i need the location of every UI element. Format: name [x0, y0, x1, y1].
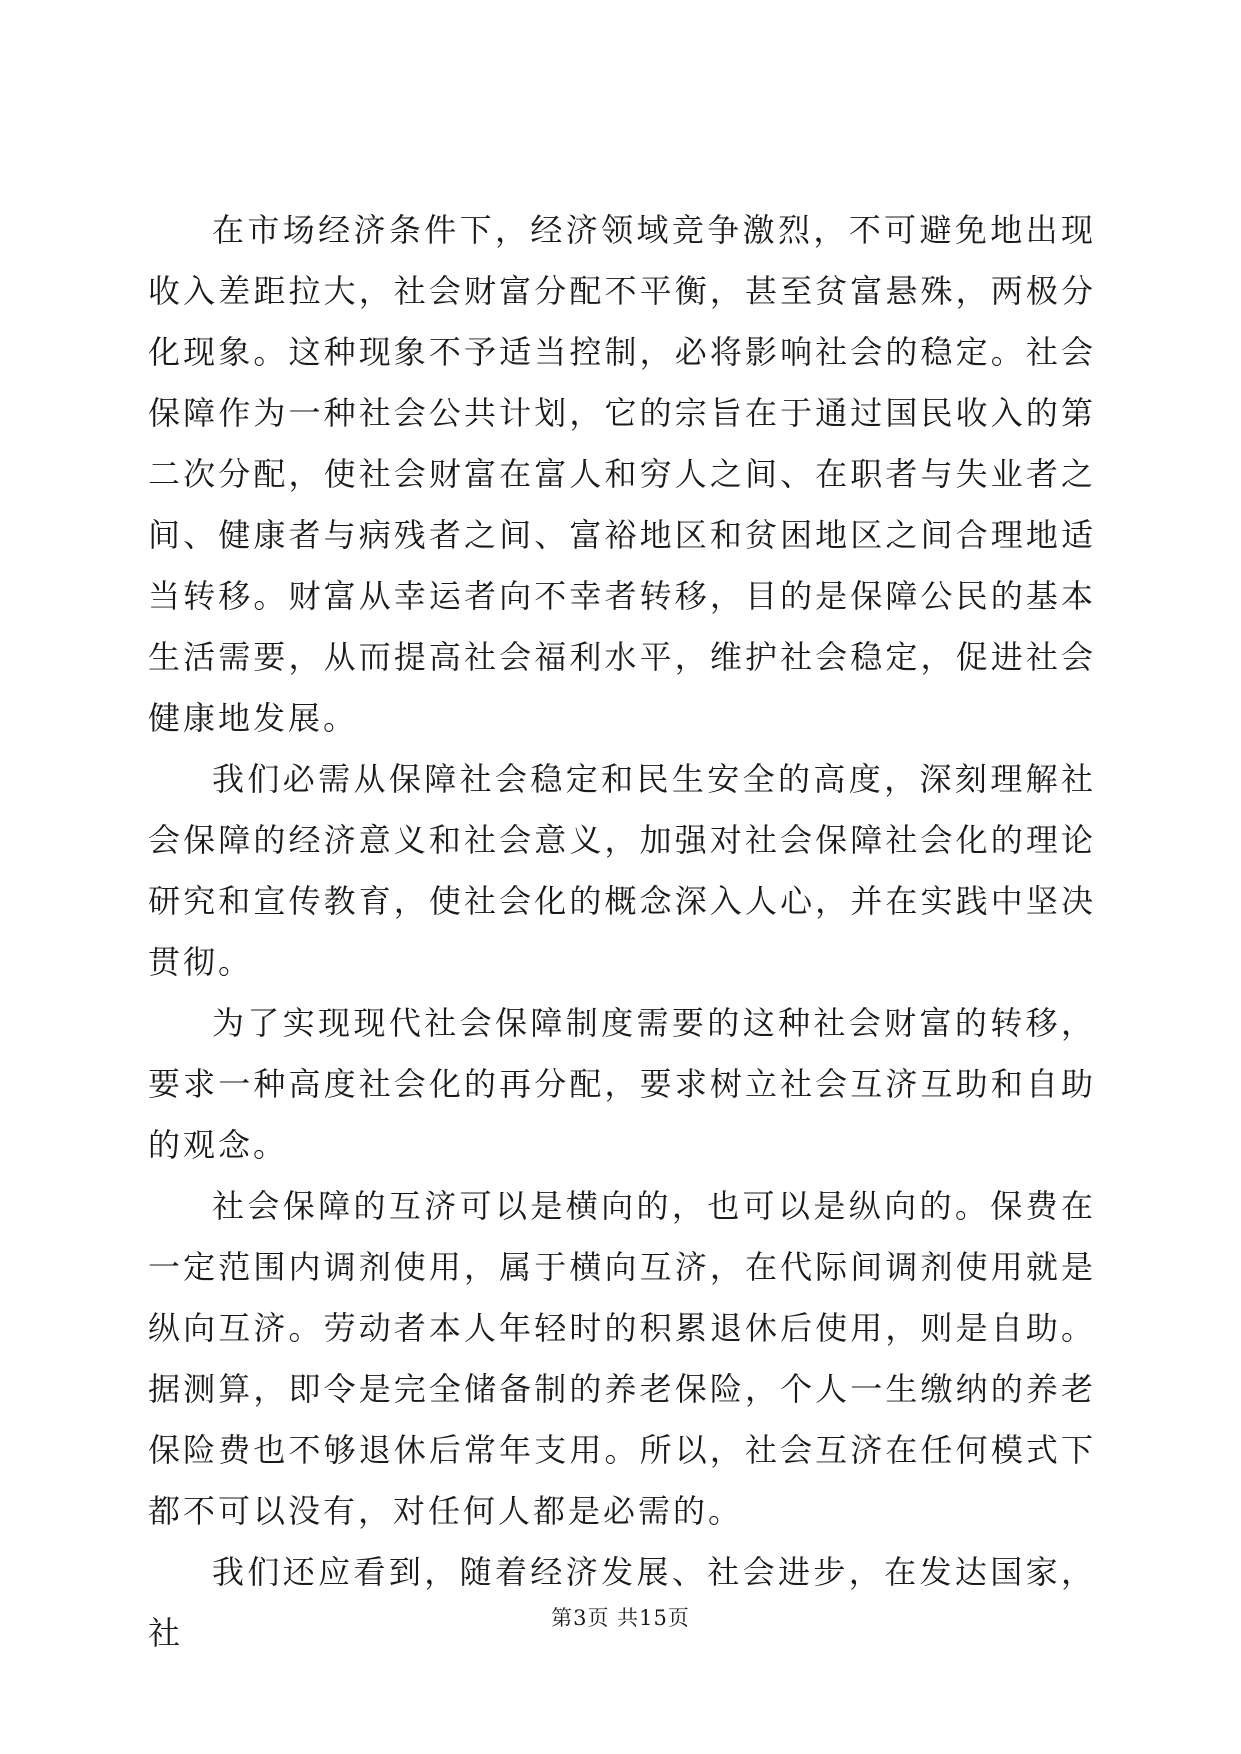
paragraph-4: 社会保障的互济可以是横向的，也可以是纵向的。保费在一定范围内调剂使用，属于横向互济，在代际间调剂使用就是纵向互济。劳动者本人年轻时的积累退休后使用，则是自助。据测算，即令是完全储备制的养老保险，个人一生缴纳的养老保险费也不够退休后常年支用。所以，社会互济在任何模式下都不可以没有，对任何人都是必需的。	[148, 1187, 1096, 1530]
document-body	[148, 200, 1096, 1664]
paragraph-2: 我们必需从保障社会稳定和民生安全的高度，深刻理解社会保障的经济意义和社会意义，加强对社会保障社会化的理论研究和宣传教育，使社会化的概念深入人心，并在实践中坚决贯彻。	[148, 760, 1096, 981]
paragraph-5: 我们还应看到，随着经济发展、社会进步，在发达国家，社	[148, 1553, 1096, 1652]
page-number-footer: 第3页 共15页	[551, 1606, 690, 1630]
paragraph-1: 在市场经济条件下，经济领域竞争激烈，不可避免地出现收入差距拉大，社会财富分配不平衡，甚至贫富悬殊，两极分化现象。这种现象不予适当控制，必将影响社会的稳定。社会保障作为一种社会公共计划，它的宗旨在于通过国民收入的第二次分配，使社会财富在富人和穷人之间、在职者与失业者之间、健康者与病残者之间、富裕地区和贫困地区之间合理地适当转移。财富从幸运者向不幸者转移，目的是保障公民的基本生活需要，从而提高社会福利水平，维护社会稳定，促进社会健康地发展。	[148, 211, 1096, 737]
paragraph-3: 为了实现现代社会保障制度需要的这种社会财富的转移，要求一种高度社会化的再分配，要求树立社会互济互助和自助的观念。	[148, 1004, 1096, 1164]
